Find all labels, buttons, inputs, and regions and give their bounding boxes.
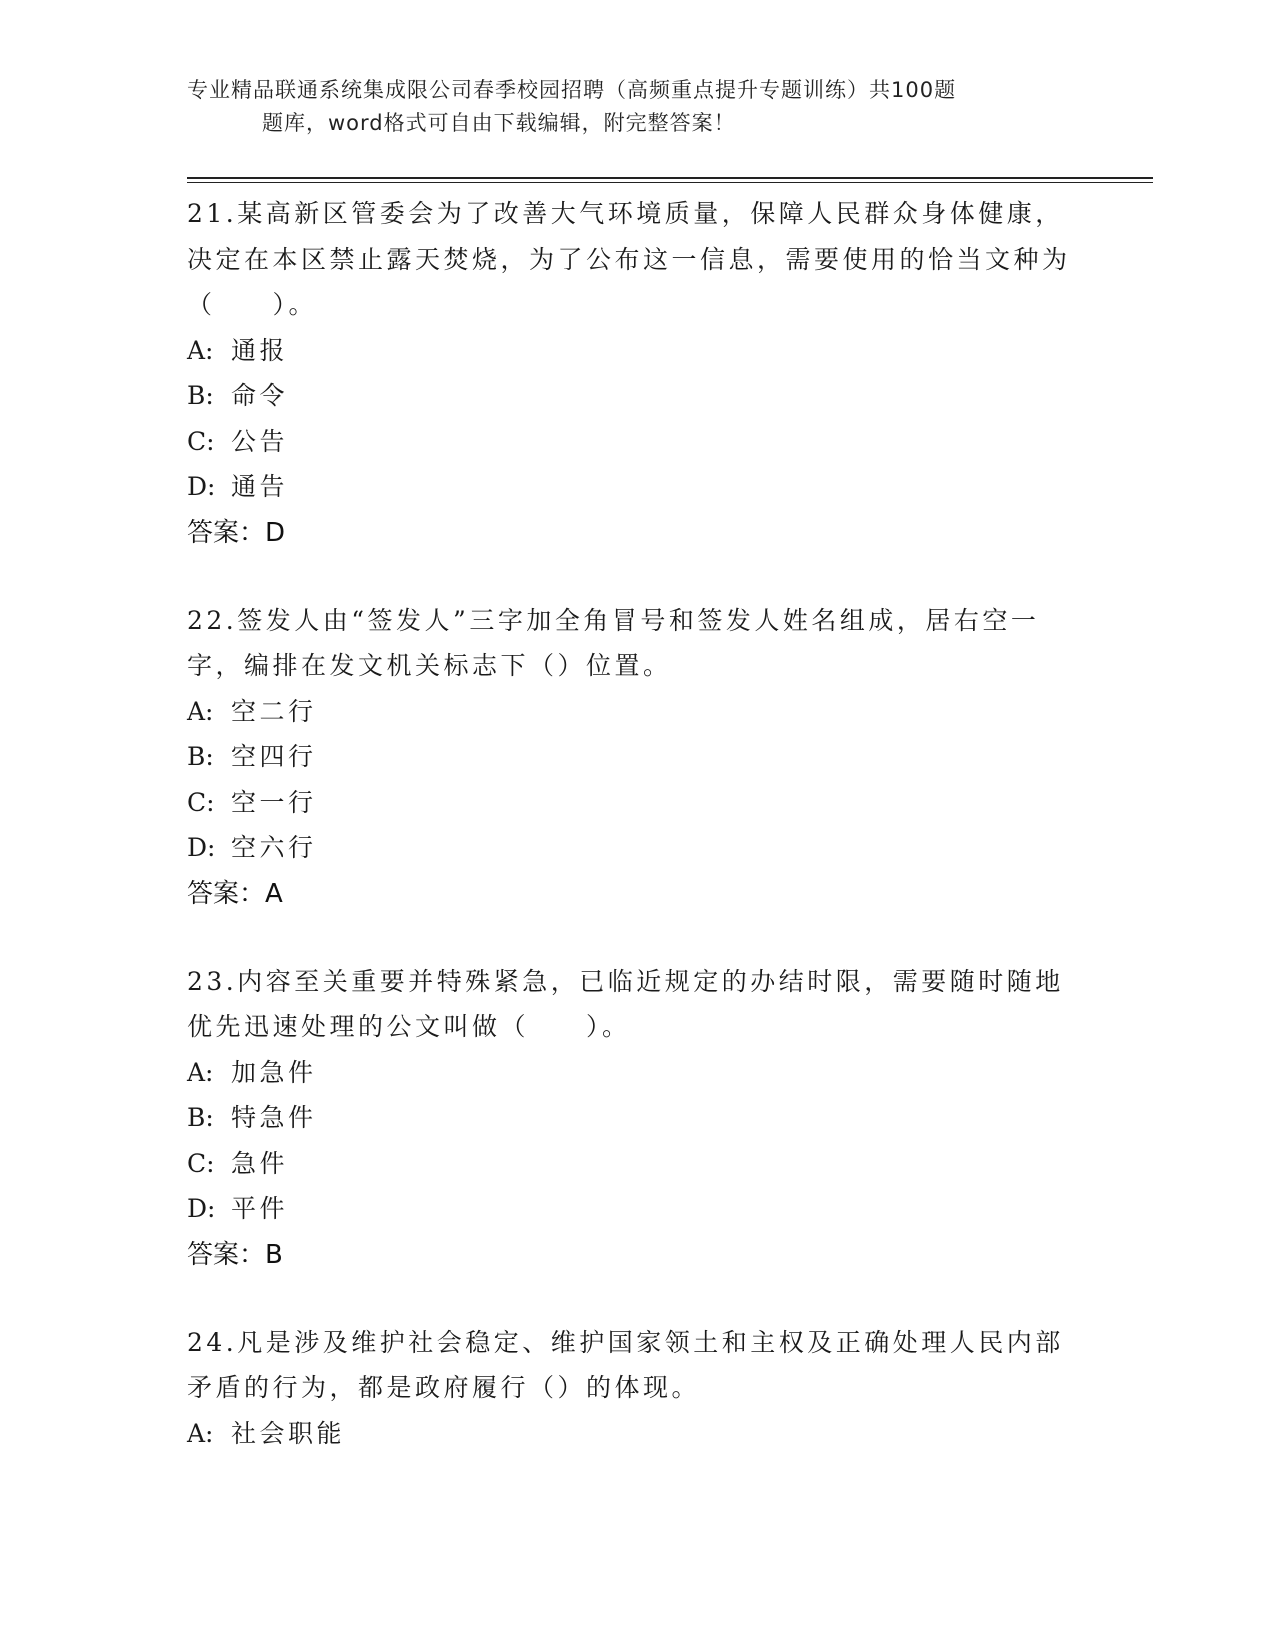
option-letter: C:	[187, 1148, 215, 1178]
option-d	[187, 825, 1087, 871]
question-text: 24.凡是涉及维护社会稳定、维护国家领土和主权及正确处理人民内部矛盾的行为，都是政府履行（）的体现。	[187, 1327, 1064, 1402]
option-letter: A:	[187, 1418, 214, 1448]
option-d	[187, 464, 1087, 510]
document-header	[187, 74, 1067, 140]
question-list	[187, 191, 1087, 1498]
option-text: 空二行	[231, 696, 317, 726]
option-letter: A:	[187, 696, 214, 726]
option-letter: D:	[187, 1194, 216, 1223]
option-letter: B:	[187, 742, 214, 771]
option-a	[187, 1411, 1087, 1457]
option-text: 空四行	[231, 742, 317, 771]
option-letter: C:	[187, 426, 215, 456]
option-text: 特急件	[231, 1103, 317, 1132]
question-text: 21.某高新区管委会为了改善大气环境质量，保障人民群众身体健康，决定在本区禁止露天焚烧，为了公布这一信息，需要使用的恰当文种为（ ）。	[187, 199, 1071, 319]
answer-line: 答案：A	[187, 878, 283, 909]
option-text: 社会职能	[231, 1418, 346, 1448]
option-letter: B:	[187, 1103, 214, 1132]
header-title-line-2: 题库，word格式可自由下载编辑，附完整答案！	[262, 111, 736, 135]
option-letter: A:	[187, 335, 214, 365]
option-text: 空六行	[231, 833, 317, 862]
option-d	[187, 1186, 1087, 1232]
question-text: 22.签发人由“签发人”三字加全角冒号和签发人姓名组成，居右空一字，编排在发文机关标志下（）位置。	[187, 605, 1040, 680]
option-a	[187, 689, 1087, 735]
header-title-line-1: 专业精品联通系统集成限公司春季校园招聘（高频重点提升专题训练）共100题	[187, 78, 957, 102]
option-a	[187, 328, 1087, 374]
option-text: 空一行	[231, 787, 317, 817]
option-text: 平件	[231, 1194, 289, 1223]
option-letter: A:	[187, 1057, 214, 1087]
option-b	[187, 373, 1087, 419]
option-letter: D:	[187, 833, 216, 862]
question-21	[187, 191, 1087, 556]
option-text: 公告	[231, 426, 289, 456]
question-text: 23.内容至关重要并特殊紧急，已临近规定的办结时限，需要随时随地优先迅速处理的公文叫做（ ）。	[187, 966, 1064, 1041]
header-rule-thick	[187, 177, 1153, 179]
answer-line: 答案：B	[187, 1239, 283, 1270]
option-text: 命令	[231, 381, 289, 410]
question-24	[187, 1320, 1087, 1457]
option-text: 加急件	[231, 1057, 317, 1087]
option-c	[187, 1141, 1087, 1187]
option-text: 急件	[231, 1148, 289, 1178]
question-22	[187, 598, 1087, 917]
option-letter: D:	[187, 472, 216, 501]
option-text: 通报	[231, 335, 289, 365]
option-letter: B:	[187, 381, 214, 410]
option-letter: C:	[187, 787, 215, 817]
header-rule-thin	[187, 182, 1153, 183]
answer-line: 答案：D	[187, 517, 286, 548]
option-b	[187, 734, 1087, 780]
question-23	[187, 959, 1087, 1278]
option-c	[187, 419, 1087, 465]
option-text: 通告	[231, 472, 289, 501]
option-b	[187, 1095, 1087, 1141]
option-a	[187, 1050, 1087, 1096]
option-c	[187, 780, 1087, 826]
